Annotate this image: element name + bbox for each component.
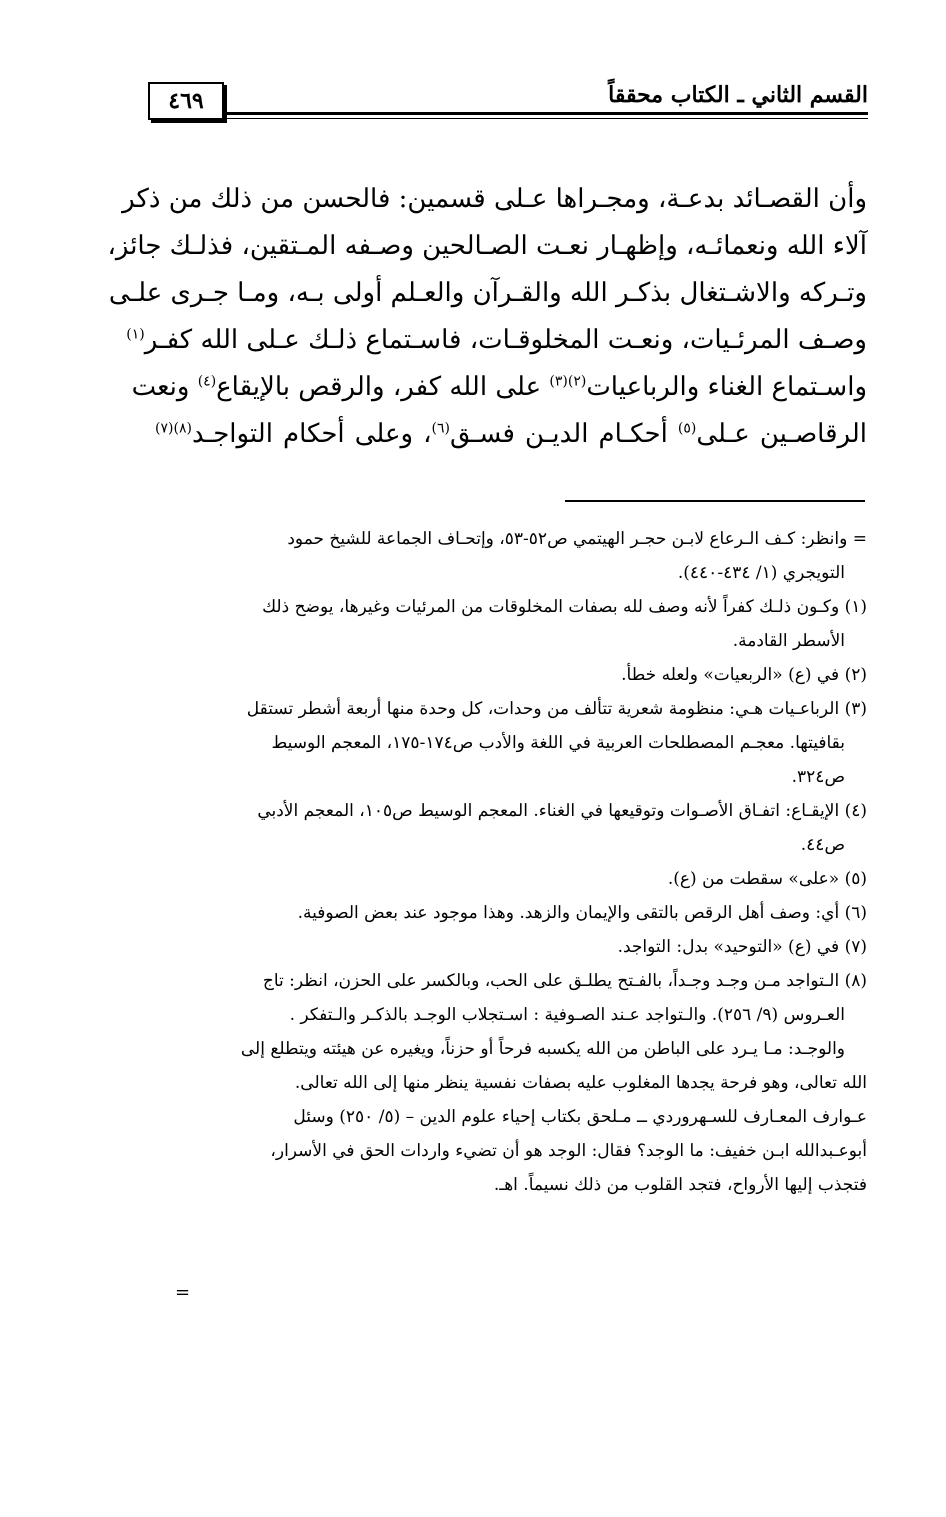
footnote-2 <box>155 658 867 692</box>
footnote-3 <box>155 692 867 794</box>
page-number: ٤٦٩ <box>168 88 204 114</box>
footnote-line: (٨) الـتواجد مـن وجـد وجـداً، بالفـتح يطلـق على الحب، وبالكسر على الحزن، انظر: تاج <box>262 971 867 991</box>
body-line-5 <box>131 364 867 411</box>
footnote-line: أبوعـبدالله ابـن خفيف: ما الوجد؟ فقال: الوجد هو أن تضيء واردات الحق في الأسرار، <box>270 1141 867 1161</box>
footnote-ref-4: (٤) <box>197 373 217 390</box>
footnote-line: الأسطر القادمة. <box>732 631 845 651</box>
body-line-2: آلاء الله ونعمائـه، وإظهـار نعـت الصـالحين وصـفه المـتقين، فذلـك جائز، <box>107 231 867 261</box>
footnote-line: (٣) الرباعـيات هـي: منظومة شعرية تتألف من وحدات، كل وحدة منها أربعة أشطر تستقل <box>246 699 867 719</box>
footnote-5 <box>155 862 867 896</box>
body-line-3: وتـركه والاشـتغال بذكـر الله والقـرآن والعـلم أولى بـه، ومـا جـرى علـى <box>108 278 867 308</box>
footnote-8 <box>155 964 867 1202</box>
body-line-5-part-c: ونعت <box>131 372 190 402</box>
footnote-ref-7-8: (٨)(٧) <box>155 420 192 437</box>
page-number-box <box>148 82 224 120</box>
footnote-line: (٧) في (ع) «التوحيد» بدل: التواجد. <box>617 937 867 957</box>
footnote-line: (٤) الإيقـاع: اتفـاق الأصـوات وتوقيعها في الغناء. المعجم الوسيط ص١٠٥، المعجم الأدبي <box>257 801 867 821</box>
footnote-separator <box>565 500 865 502</box>
footnote-line: فتجذب إليها الأرواح، فتجد القلوب من ذلك نسيماً. اهـ. <box>493 1175 867 1195</box>
footnotes-section <box>155 522 867 1202</box>
body-line-4 <box>126 317 867 364</box>
footnote-ref-1: (١) <box>126 326 145 343</box>
body-line-6 <box>155 411 867 458</box>
main-body-text <box>107 176 868 458</box>
header-rule-thin <box>226 118 868 119</box>
body-line-5-part-a: واسـتماع الغناء والرباعيات <box>586 372 867 402</box>
footnote-line: التويجري (١/ ٤٣٤-٤٤٠). <box>677 563 845 583</box>
header-rule-thick <box>226 112 868 115</box>
footnote-4 <box>155 794 867 862</box>
footnote-line: (١) وكـون ذلـك كفراً لأنه وصف لله بصفات المخلوقات من المرئيات وغيرها، يوضح ذلك <box>262 597 867 617</box>
footnote-1 <box>155 590 867 658</box>
continuation-mark: = <box>175 1282 191 1303</box>
body-line-6-part-a: الرقاصـين عـلى <box>696 419 868 449</box>
footnote-line: = وانظر: كـف الـرعاع لابـن حجـر الهيتمي ص٥٢-٥٣، وإتحـاف الجماعة للشيخ حمود <box>287 529 867 549</box>
footnote-line: بقافيتها. معجـم المصطلحات العربية في اللغة والأدب ص١٧٤-١٧٥، المعجم الوسيط <box>271 733 845 753</box>
footnote-6 <box>155 896 867 930</box>
body-line-6-part-c: ، وعلى أحكام التواجـد <box>191 419 432 449</box>
footnote-line: العـروس (٩/ ٢٥٦). والـتواجد عـند الصـوفية : اسـتجلاب الوجـد بالذكـر والـتفكر . <box>289 1005 845 1025</box>
footnote-line: والوجـد: مـا يـرد على الباطن من الله يكسبه فرحاً أو حزناً، ويغيره عن هيئته ويتطلع إلى <box>240 1039 845 1059</box>
footnote-continuation <box>155 522 867 590</box>
footnote-line: ص٣٢٤. <box>791 767 845 787</box>
body-line-1: وأن القصـائد بدعـة، ومجـراها عـلى قسمين: فالحسن من ذلك من ذكر <box>122 184 867 214</box>
footnote-line: (٥) «على» سقطت من (ع). <box>667 869 867 889</box>
body-line-5-part-b: على الله كفر، والرقص بالإيقاع <box>216 372 542 402</box>
footnote-line: عـوارف المعـارف للسـهروردي ــ مـلحق بكتاب إحياء علوم الدين – (٥/ ٢٥٠) وسئل <box>293 1107 867 1127</box>
body-line-6-part-b: أحكـام الديـن فسـق <box>450 419 668 449</box>
page-header <box>148 82 868 130</box>
running-title: القسم الثاني ـ الكتاب محققاً <box>608 82 868 108</box>
footnote-line: (٦) أي: وصف أهل الرقص بالتقى والإيمان والزهد. وهذا موجود عند بعض الصوفية. <box>297 903 867 923</box>
footnote-ref-5: (٥) <box>677 420 697 437</box>
footnote-ref-6: (٦) <box>431 420 451 437</box>
footnote-ref-2-3: (٢)(٣) <box>549 373 587 390</box>
footnote-7 <box>155 930 867 964</box>
footnote-line: الله تعالى، وهو فرحة يجدها المغلوب عليه بصفات نفسية ينظر منها إلى الله تعالى. <box>294 1073 867 1093</box>
footnote-line: ص٤٤. <box>800 835 845 855</box>
body-line-4-text: وصـف المرئـيات، ونعـت المخلوقـات، فاسـتماع ذلـك عـلى الله كفـر <box>144 325 867 355</box>
footnote-line: (٢) في (ع) «الربعيات» ولعله خطأ. <box>621 665 867 685</box>
